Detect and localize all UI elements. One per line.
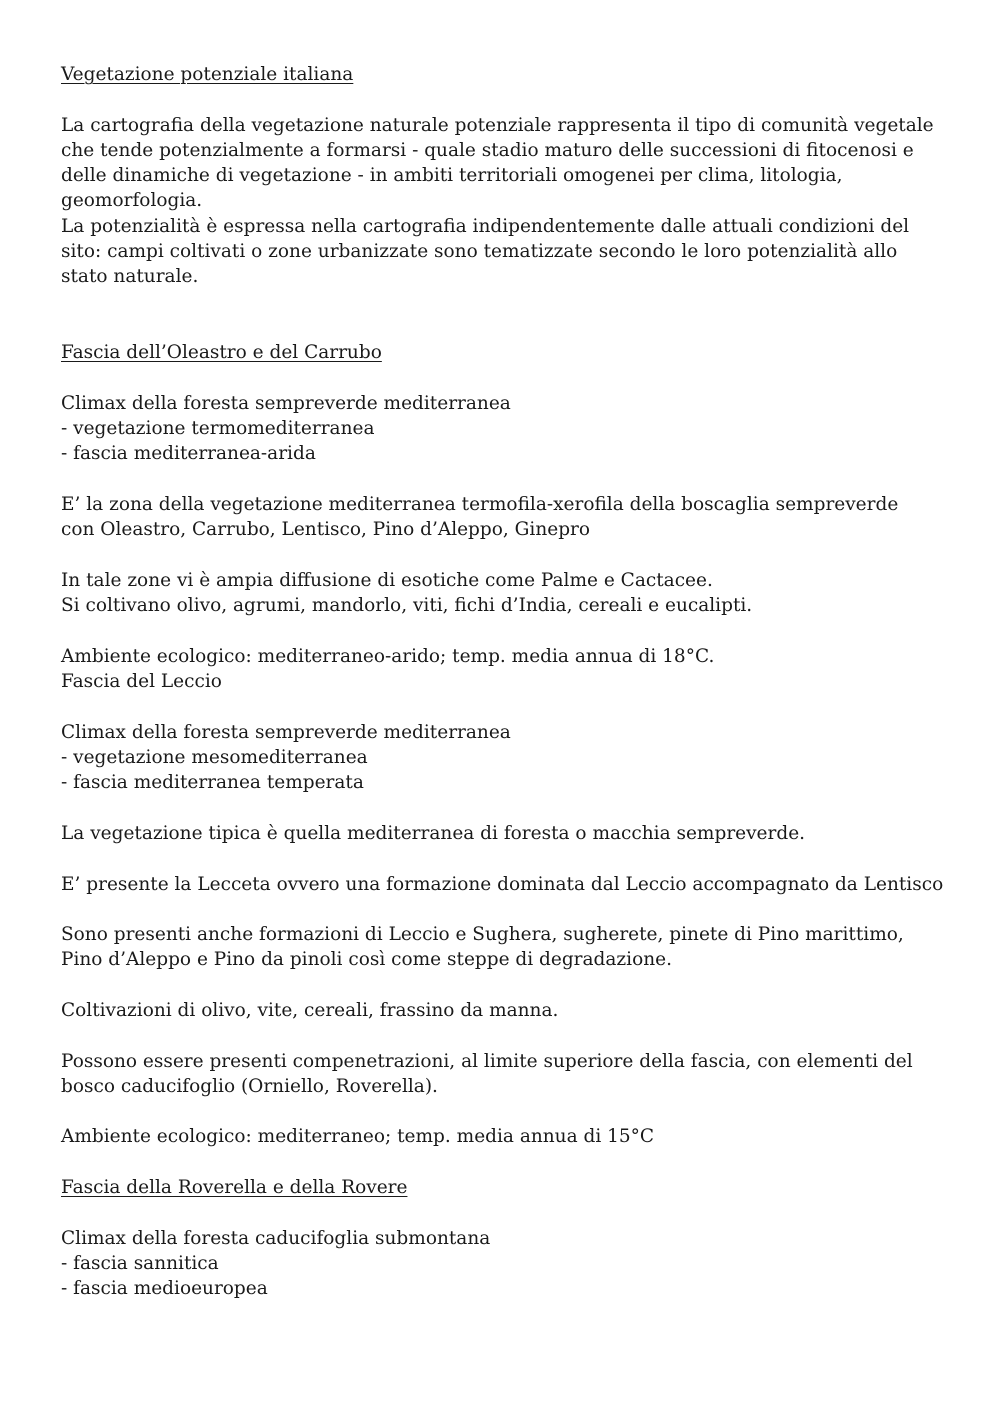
section-title-vegetazione: Vegetazione potenziale italiana <box>61 64 354 85</box>
text-line: sito: campi coltivati o zone urbanizzate sono tematizzate secondo le loro potenzialità allo <box>61 241 898 263</box>
text-line: Sono presenti anche formazioni di Leccio e Sughera, sugherete, pinete di Pino marittimo, <box>61 924 904 946</box>
text-line: Possono essere presenti compenetrazioni, al limite superiore della fascia, con elementi del <box>61 1050 913 1072</box>
text-line: Climax della foresta caducifoglia submontana <box>61 1227 491 1249</box>
spacer <box>61 694 961 719</box>
text-line: - fascia medioeuropea <box>61 1278 268 1300</box>
spacer <box>61 1200 961 1225</box>
leccio-coltivazioni: Coltivazioni di olivo, vite, cereali, frassino da manna. <box>61 999 559 1021</box>
spacer <box>61 897 961 922</box>
spacer <box>61 973 961 998</box>
text-line: geomorfologia. <box>61 190 203 212</box>
spacer <box>61 543 961 568</box>
spacer <box>61 619 961 644</box>
text-line: bosco caducifoglio (Orniello, Roverella). <box>61 1075 438 1097</box>
intro-paragraph <box>61 113 961 290</box>
spacer <box>61 290 961 341</box>
leccio-formazioni <box>61 922 961 973</box>
text-line: stato naturale. <box>61 266 199 288</box>
text-line: - fascia mediterranea-arida <box>61 443 316 465</box>
section-title-leccio: Fascia del Leccio <box>61 671 222 693</box>
text-line: - fascia mediterranea temperata <box>61 772 364 794</box>
leccio-ambiente: Ambiente ecologico: mediterraneo; temp. media annua di 15°C <box>61 1126 655 1148</box>
spacer <box>61 796 961 821</box>
text-line: E’ la zona della vegetazione mediterranea termofila-xerofila della boscaglia sempreverde <box>61 494 899 516</box>
text-line: - fascia sannitica <box>61 1252 219 1274</box>
text-line: In tale zone vi è ampia diffusione di esotiche come Palme e Cactacee. <box>61 569 713 591</box>
spacer <box>61 1023 961 1048</box>
leccio-climax <box>61 720 961 796</box>
text-line: La cartografia della vegetazione naturale potenziale rappresenta il tipo di comunità vegetale <box>61 114 934 136</box>
oleastro-climax <box>61 391 961 467</box>
leccio-tipica: La vegetazione tipica è quella mediterranea di foresta o macchia sempreverde. <box>61 822 806 844</box>
section-title-oleastro: Fascia dell’Oleastro e del Carrubo <box>61 342 382 364</box>
spacer <box>61 1150 961 1175</box>
oleastro-ambiente: Ambiente ecologico: mediterraneo-arido; temp. media annua di 18°C. <box>61 645 715 667</box>
spacer <box>61 846 961 871</box>
text-line: delle dinamiche di vegetazione - in ambiti territoriali omogenei per clima, litologia, <box>61 165 843 187</box>
text-line: con Oleastro, Carrubo, Lentisco, Pino d’Aleppo, Ginepro <box>61 519 591 541</box>
oleastro-esotiche <box>61 568 961 619</box>
spacer <box>61 87 961 112</box>
text-line: La potenzialità è espressa nella cartografia indipendentemente dalle attuali condizioni del <box>61 215 910 237</box>
spacer <box>61 467 961 492</box>
oleastro-zona <box>61 492 961 543</box>
spacer <box>61 1099 961 1124</box>
text-line: - vegetazione termomediterranea <box>61 418 375 440</box>
text-line: che tende potenzialmente a formarsi - quale stadio maturo delle successioni di fitocenosi e <box>61 139 914 161</box>
text-line: - vegetazione mesomediterranea <box>61 747 368 769</box>
roverella-climax <box>61 1226 961 1302</box>
text-line: Si coltivano olivo, agrumi, mandorlo, viti, fichi d’India, cereali e eucalipti. <box>61 595 753 617</box>
text-line: Pino d’Aleppo e Pino da pinoli così come steppe di degradazione. <box>61 949 672 971</box>
document-page <box>61 62 961 1302</box>
section-title-roverella: Fascia della Roverella e della Rovere <box>61 1177 408 1199</box>
leccio-compenetrazioni <box>61 1049 961 1100</box>
text-line: Climax della foresta sempreverde mediterranea <box>61 721 511 743</box>
leccio-lecceta: E’ presente la Lecceta ovvero una formazione dominata dal Leccio accompagnato da Lentisco <box>61 873 944 895</box>
spacer <box>61 366 961 391</box>
text-line: Climax della foresta sempreverde mediterranea <box>61 392 511 414</box>
